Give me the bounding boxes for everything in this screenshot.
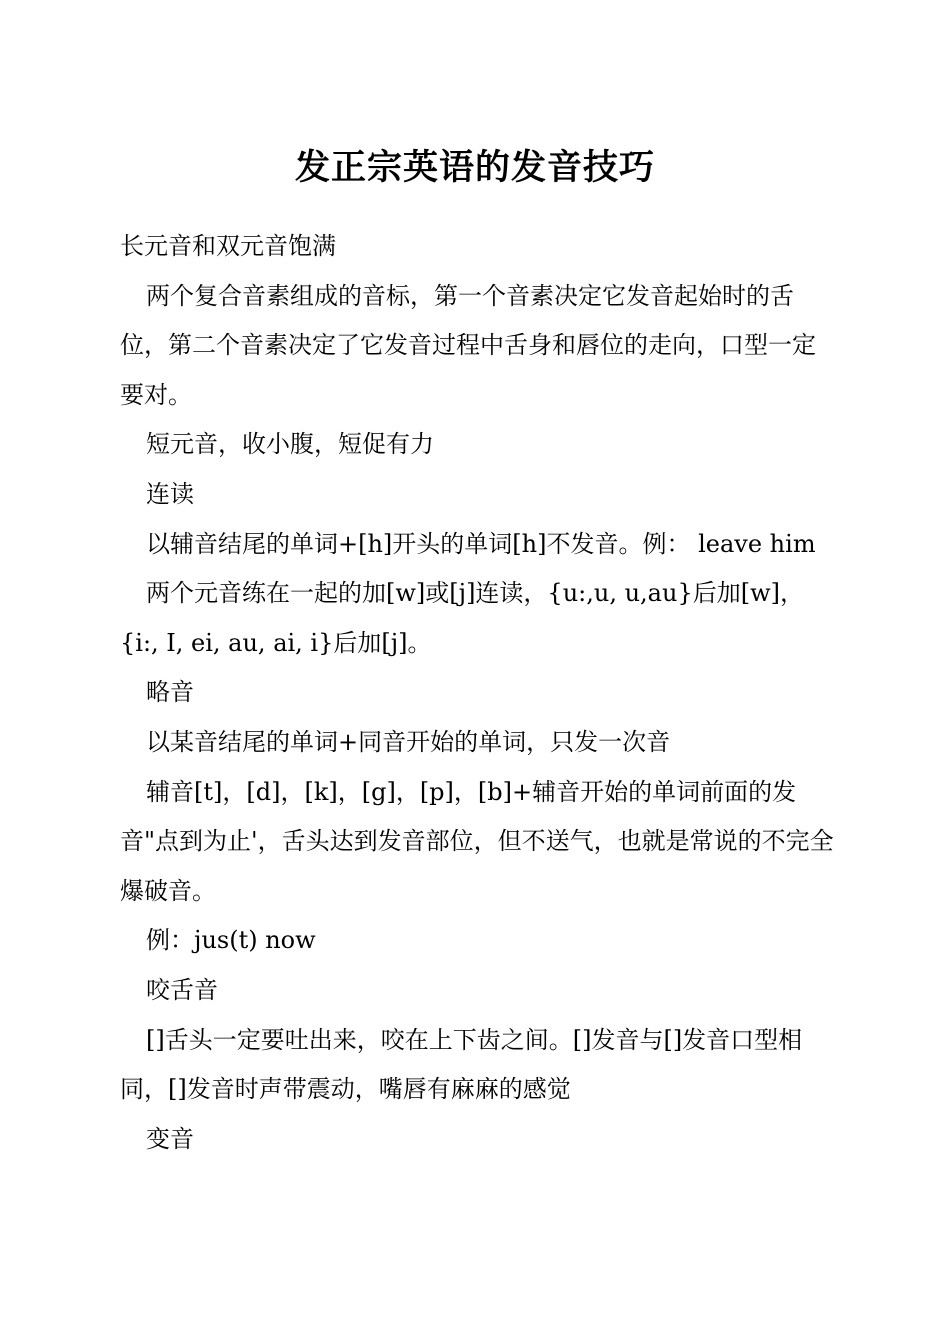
- document-title: 发正宗英语的发音技巧: [294, 147, 655, 188]
- paragraph-liaison-h: 以辅音结尾的单词+[h]开头的单词[h]不发音。例： leave him: [146, 529, 816, 558]
- paragraph-short-vowels: 短元音，收小腹，短促有力: [146, 430, 434, 459]
- heading-liaison: 连读: [146, 479, 194, 508]
- heading-long-vowels: 长元音和双元音饱满: [120, 232, 336, 260]
- heading-sound-change: 变音: [146, 1124, 194, 1153]
- paragraph-liaison-vowels: 两个元音练在一起的加[w]或[j]连读，{u:,u, u,au}后加[w]，{i:, I, ei, au, ai, i}后加[j]。: [120, 579, 804, 657]
- heading-dental-sounds: 咬舌音: [146, 975, 218, 1004]
- paragraph-incomplete-plosion: 辅音[t]，[d]，[k]，[g]，[p]，[b]+辅音开始的单词前面的发音"点到为止'，舌头达到发音部位，但不送气，也就是常说的不完全爆破音。: [120, 777, 834, 905]
- heading-elision: 略音: [146, 678, 194, 707]
- paragraph-dental-sounds: []舌头一定要吐出来，咬在上下齿之间。[]发音与[]发音口型相同，[]发音时声带震动，嘴唇有麻麻的感觉: [120, 1025, 803, 1104]
- paragraph-elision-same-sound: 以某音结尾的单词+同音开始的单词，只发一次音: [146, 727, 671, 756]
- document-body: [120, 222, 835, 1164]
- paragraph-example: 例：jus(t) now: [146, 926, 316, 955]
- paragraph-diphthongs: 两个复合音素组成的音标，第一个音素决定它发音起始时的舌位，第二个音素决定了它发音过程中舌身和唇位的走向，口型一定要对。: [120, 281, 816, 409]
